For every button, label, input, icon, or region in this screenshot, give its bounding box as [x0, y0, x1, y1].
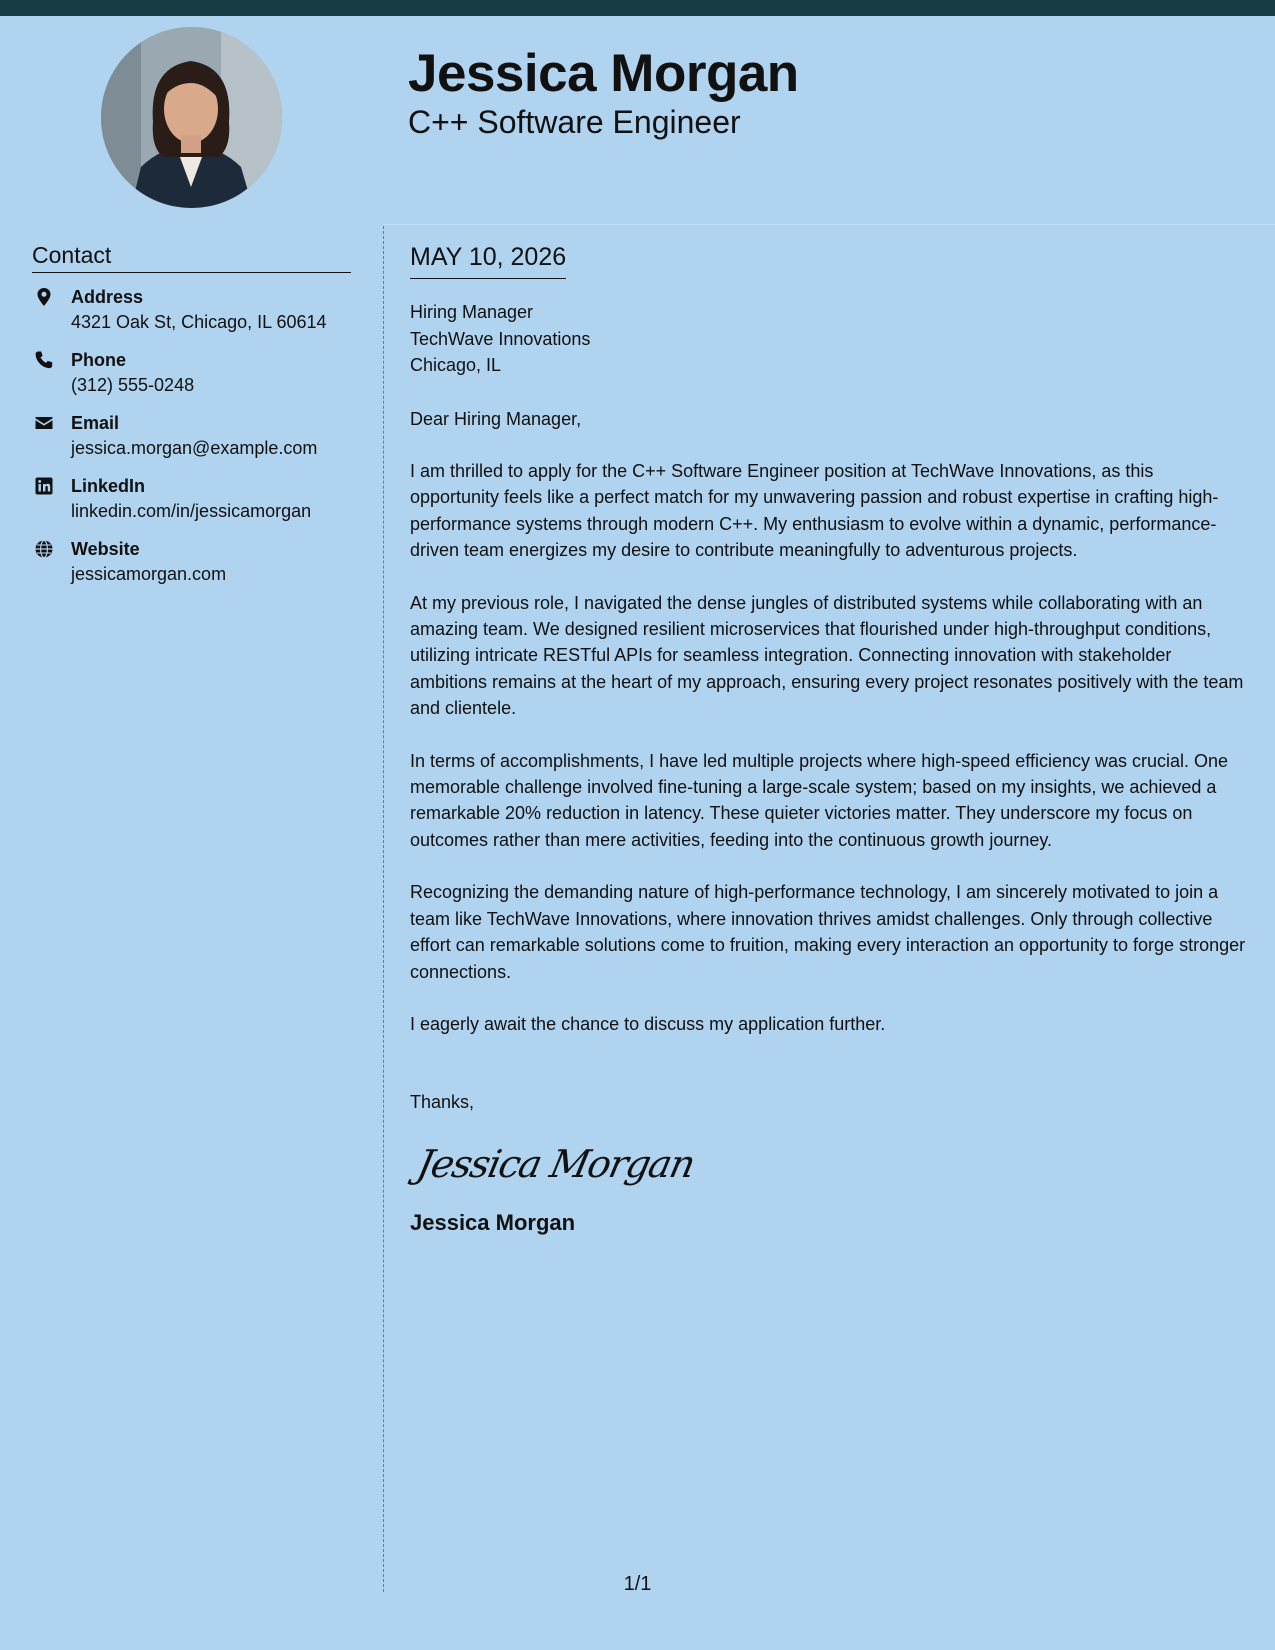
recipient-line: Chicago, IL — [410, 355, 502, 375]
contact-list — [32, 285, 362, 600]
contact-heading: Contact — [32, 240, 351, 273]
contact-value: 4321 Oak St, Chicago, IL 60614 — [71, 312, 327, 332]
globe-icon — [34, 539, 54, 559]
contact-item-phone — [32, 348, 362, 411]
recipient-line: Hiring Manager — [410, 302, 534, 322]
contact-label: Email — [71, 413, 120, 433]
contact-item-website — [32, 537, 362, 600]
contact-item-email — [32, 411, 362, 474]
signature: Jessica Morgan — [413, 1141, 698, 1186]
contact-value: (312) 555-0248 — [71, 375, 195, 395]
paragraph: I eagerly await the chance to discuss my application further. — [410, 1013, 886, 1034]
paragraph: Recognizing the demanding nature of high-performance technology, I am sincerely motivated to join a team like TechWave Innovations, where innovation thrives amidst challenges. Only through collective effort can remarkable solutions come to fruition, making every interaction an opportunity to forge stronger connections. — [410, 882, 1246, 982]
page-number: 1/1 — [623, 1573, 652, 1595]
paragraph: I am thrilled to apply for the C++ Software Engineer position at TechWave Innovations, as this opportunity feels like a perfect match for my unwavering passion and robust expertise in crafting high-performance systems through modern C++. My enthusiasm to evolve within a dynamic, performance-driven team energizes my desire to contribute meaningfully to adventurous projects. — [410, 461, 1219, 561]
map-marker-icon — [34, 287, 54, 307]
closing: Thanks, — [410, 1092, 475, 1113]
contact-item-address — [32, 285, 362, 348]
paragraph: In terms of accomplishments, I have led multiple projects where high-speed efficiency was crucial. One memorable challenge involved fine-tuning a large-scale system; based on my insights, we achieved a remarkable 20% reduction in latency. These quieter victories matter. They underscore my focus on outcomes rather than mere activities, feeding into the continuous growth journey. — [410, 750, 1229, 850]
salutation: Dear Hiring Manager, — [410, 408, 582, 429]
top-color-strip — [0, 0, 1275, 16]
recipient-block — [410, 299, 1246, 379]
header-divider — [383, 224, 1275, 225]
letter-date: MAY 10, 2026 — [410, 240, 566, 279]
envelope-icon — [34, 413, 54, 433]
contact-label: Website — [71, 539, 140, 559]
contact-label: Address — [71, 287, 144, 307]
signed-name: Jessica Morgan — [410, 1209, 576, 1235]
profile-photo — [101, 27, 282, 208]
contact-value: linkedin.com/in/jessicamorgan — [71, 501, 312, 521]
paragraph: At my previous role, I navigated the dense jungles of distributed systems while collaborating with an amazing team. We designed resilient microservices that flourished under high-throughput conditions, utilizing intricate RESTful APIs for seamless integration. Connecting innovation with stakeholder ambitions remains at the heart of my approach, ensuring every project resonates positively with the team and clientele. — [410, 592, 1244, 719]
recipient-line: TechWave Innovations — [410, 328, 591, 349]
header-name: Jessica Morgan — [408, 44, 799, 103]
contact-label: Phone — [71, 350, 127, 370]
phone-icon — [34, 350, 54, 370]
column-divider — [383, 226, 384, 1592]
contact-item-linkedin — [32, 474, 362, 537]
linkedin-icon — [34, 476, 54, 496]
contact-value: jessicamorgan.com — [71, 564, 227, 584]
header-job-title: C++ Software Engineer — [408, 104, 741, 140]
letter-body — [410, 240, 1246, 1238]
contact-label: LinkedIn — [71, 476, 146, 496]
contact-value: jessica.morgan@example.com — [71, 438, 318, 458]
